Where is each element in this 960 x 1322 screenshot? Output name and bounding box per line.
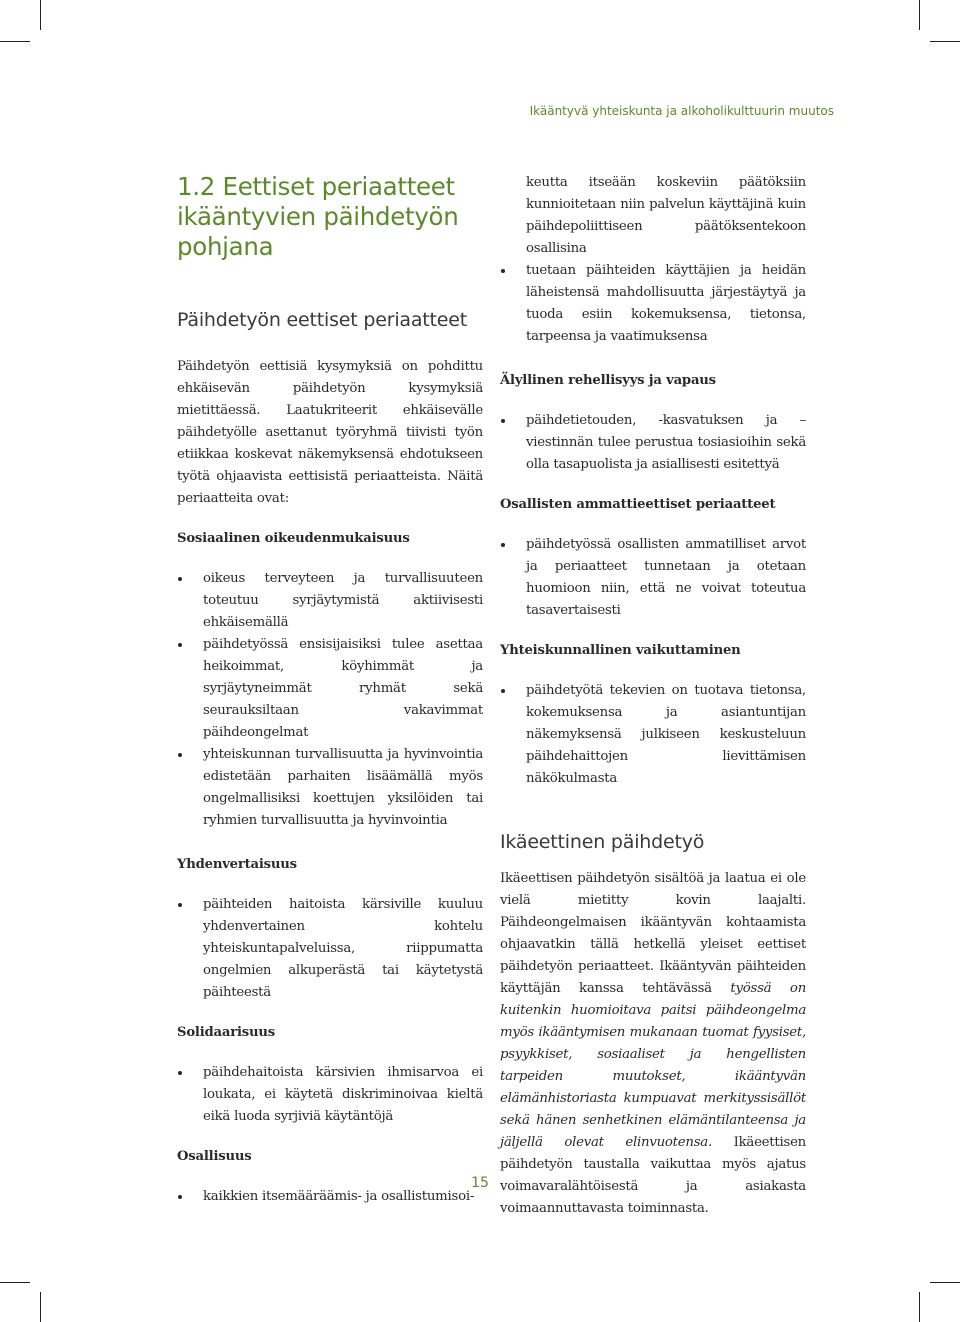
- list-item: päihdetietouden, -kasvatuksen ja –viestinnän tulee perustua tosiasioihin sekä olla tasapuolista ja asiallisesti esitettyä: [500, 410, 806, 476]
- section-heading: Älyllinen rehellisyys ja vapaus: [500, 373, 716, 388]
- list-item: päihdetyössä osallisten ammatilliset arvot ja periaatteet tunnetaan ja otetaan huomioon niin, että ne voivat toteutua tasavertaisesti: [500, 534, 806, 622]
- section-subheading: Päihdetyön eettiset periaatteet: [177, 309, 468, 331]
- crop-mark: [40, 1292, 41, 1322]
- bullet-list: [177, 1062, 483, 1128]
- intro-paragraph: Päihdetyön eettisiä kysymyksiä on pohdittu ehkäisevän päihdetyön kysymyksiä mietittäessä. Laatukriteerit ehkäisevälle päihdetyölle asettanut työryhmä tiivisti työn etiikkaa koskevat näkemyksensä ehdotukseen työtä ohjaavista eettisistä periaatteista. Näitä periaatteita ovat:: [177, 359, 483, 506]
- list-item: yhteiskunnan turvallisuutta ja hyvinvointia edistetään parhaiten lisäämällä myös ongelmallisiksi koettujen yksilöiden tai ryhmien turvallisuutta ja hyvinvointia: [177, 744, 483, 832]
- list-item: päihdetyössä ensisijaisiksi tulee asettaa heikoimmat, köyhimmät ja syrjäytyneimmät ryhmät sekä seurauksiltaan vakavimmat päihdeongelmat: [177, 634, 483, 744]
- crop-mark: [919, 1292, 920, 1322]
- section-heading: Sosiaalinen oikeudenmukaisuus: [177, 531, 410, 546]
- section-heading: Yhdenvertaisuus: [177, 857, 297, 872]
- chapter-title: 1.2 Eettiset periaatteet ikääntyvien päihdetyön pohjana: [177, 172, 459, 261]
- list-item: oikeus terveyteen ja turvallisuuteen toteutuu syrjäytymistä aktiivisesti ehkäisemällä: [177, 568, 483, 634]
- crop-mark: [0, 1282, 30, 1283]
- bullet-list: [177, 894, 483, 1004]
- section-heading: Osallisuus: [177, 1149, 252, 1164]
- running-header: Ikääntyvä yhteiskunta ja alkoholikulttuurin muutos: [529, 104, 834, 118]
- crop-mark: [930, 41, 960, 42]
- list-item: kaikkien itsemääräämis- ja osallistumisoi-: [177, 1186, 483, 1208]
- list-item: tuetaan päihteiden käyttäjien ja heidän läheistensä mahdollisuutta järjestäytyä ja tuoda esiin kokemuksensa, tietonsa, tarpeensa ja vaatimuksensa: [500, 260, 806, 348]
- italic-passage: työssä on kuitenkin huomioitava paitsi päihdeongelma myös ikääntymisen mukanaan tuomat fyysiset, psyykkiset, sosiaaliset ja hengellisten tarpeiden muutokset, ikääntyvän elämänhistoriasta kumpuavat merkityssisällöt sekä hänen senhetkinen elämäntilanteensa ja jäljellä olevat elinvuotensa.: [500, 981, 807, 1150]
- section-heading: Yhteiskunnallinen vaikuttaminen: [500, 643, 741, 658]
- list-item-continuation: keutta itseään koskeviin päätöksiin kunnioitetaan niin palvelun käyttäjinä kuin päihdepoliittiseen päätöksentekoon osallisina: [526, 175, 806, 256]
- right-column: [500, 172, 806, 1220]
- bullet-list: [177, 568, 483, 832]
- list-item: päihdehaitoista kärsivien ihmisarvoa ei loukata, ei käytetä diskriminoivaa kieltä eikä luoda syrjiviä käytäntöjä: [177, 1062, 483, 1128]
- page-number: 15: [471, 1175, 489, 1191]
- list-item: päihteiden haitoista kärsiville kuuluu yhdenvertainen kohtelu yhteiskuntapalveluissa, riippumatta ongelmien alkuperästä tai käytetystä päihteestä: [177, 894, 483, 1004]
- crop-mark: [930, 1282, 960, 1283]
- bullet-list: [500, 260, 806, 348]
- crop-mark: [40, 0, 41, 30]
- bullet-list: [500, 680, 806, 790]
- section-subheading: Ikäeettinen päihdetyö: [500, 831, 705, 853]
- crop-mark: [0, 41, 30, 42]
- body-paragraph: Ikäeettisen päihdetyön sisältöä ja laatua ei ole vielä mietitty kovin laajalti. Päihdeongelmaisen ikääntyvän kohtaamista ohjaavatkin tällä hetkellä yleiset eettiset päihdetyön periaatteet. Ikääntyvän päihteiden käyttäjän kanssa tehtävässä työssä on kuitenkin huomioitava paitsi päihdeongelma myös ikääntymisen mukanaan tuomat fyysiset, psyykkiset, sosiaaliset ja hengellisten tarpeiden muutokset, ikääntyvän elämänhistoriasta kumpuavat merkityssisällöt sekä hänen senhetkinen elämäntilanteensa ja jäljellä olevat elinvuotensa. Ikäeettisen päihdetyön taustalla vaikuttaa myös ajatus voimavaralähtöisestä ja asiakasta voimaannuttavasta toiminnasta.: [500, 871, 807, 1216]
- crop-mark: [919, 0, 920, 30]
- list-item: päihdetyötä tekevien on tuotava tietonsa, kokemuksensa ja asiantuntijan näkemyksensä julkiseen keskusteluun päihdehaittojen lievittämisen näkökulmasta: [500, 680, 806, 790]
- bullet-list: [500, 534, 806, 622]
- bullet-list: [500, 410, 806, 476]
- section-heading: Osallisten ammattieettiset periaatteet: [500, 497, 776, 512]
- section-heading: Solidaarisuus: [177, 1025, 276, 1040]
- left-column: [177, 172, 483, 1208]
